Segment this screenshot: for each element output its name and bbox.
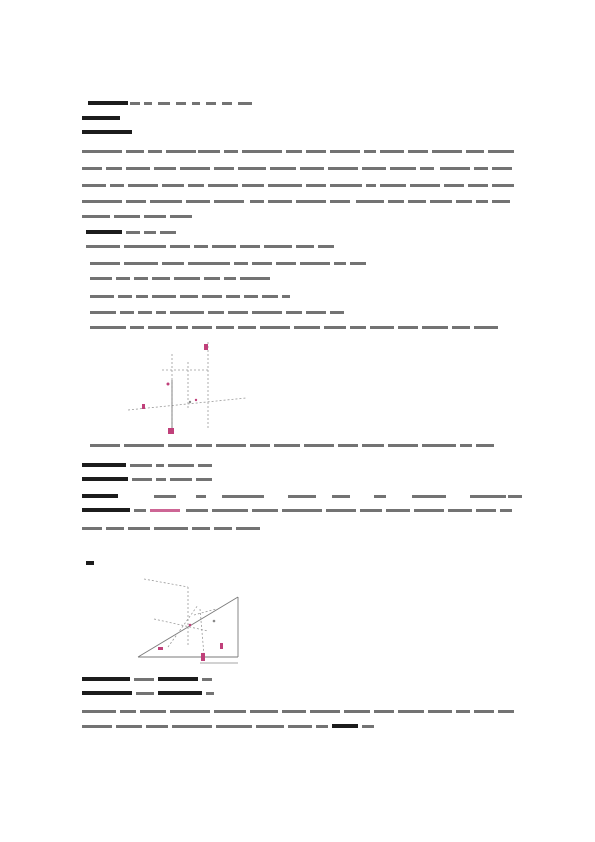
- text-word: [334, 262, 346, 265]
- text-word: [168, 444, 192, 447]
- text-word: [82, 130, 132, 134]
- text-word: [380, 184, 406, 187]
- text-word: [460, 444, 472, 447]
- text-word: [82, 463, 126, 467]
- text-word: [82, 116, 120, 120]
- text-word: [370, 326, 394, 329]
- text-word: [154, 527, 188, 530]
- text-word: [144, 102, 152, 105]
- text-word: [154, 167, 176, 170]
- text-word: [192, 527, 210, 530]
- text-word: [324, 326, 346, 329]
- text-word: [148, 150, 162, 153]
- text-word: [124, 245, 166, 248]
- text-word: [326, 509, 356, 512]
- text-word: [428, 710, 452, 713]
- text-word: [146, 725, 168, 728]
- text-word: [166, 150, 196, 153]
- text-word: [288, 725, 312, 728]
- text-word: [82, 494, 118, 498]
- text-word: [256, 725, 284, 728]
- text-word: [128, 184, 158, 187]
- text-line: [0, 215, 595, 219]
- text-line: [0, 117, 595, 121]
- text-line: [0, 311, 595, 315]
- text-word: [380, 150, 404, 153]
- text-word: [136, 295, 148, 298]
- text-word: [156, 478, 166, 481]
- text-word: [388, 200, 404, 203]
- text-line: [0, 231, 595, 235]
- text-word: [444, 184, 464, 187]
- text-line: [0, 277, 595, 281]
- text-word: [466, 150, 484, 153]
- text-word: [332, 724, 358, 728]
- text-word: [452, 326, 470, 329]
- text-word: [238, 326, 256, 329]
- text-word: [318, 245, 334, 248]
- text-line: [0, 692, 595, 696]
- text-word: [238, 167, 266, 170]
- text-line: [0, 509, 595, 513]
- text-word: [228, 311, 248, 314]
- text-word: [212, 509, 248, 512]
- text-word: [192, 326, 212, 329]
- figure-2-svg: [138, 575, 248, 670]
- text-word: [82, 150, 122, 153]
- text-word: [332, 495, 350, 498]
- text-word: [234, 262, 248, 265]
- text-word: [214, 710, 246, 713]
- text-word: [150, 509, 180, 512]
- text-word: [356, 200, 384, 203]
- text-word: [360, 509, 382, 512]
- text-line: [0, 200, 595, 204]
- text-word: [82, 200, 122, 203]
- text-word: [86, 230, 122, 234]
- text-line: [0, 102, 595, 106]
- text-word: [398, 710, 424, 713]
- text-word: [132, 478, 152, 481]
- text-word: [194, 245, 208, 248]
- text-word: [498, 710, 514, 713]
- text-line: [0, 725, 595, 729]
- text-word: [86, 561, 94, 565]
- text-word: [300, 167, 324, 170]
- text-word: [250, 200, 264, 203]
- text-word: [128, 527, 150, 530]
- text-word: [216, 444, 246, 447]
- text-word: [130, 102, 140, 105]
- text-word: [198, 150, 220, 153]
- text-word: [196, 495, 206, 498]
- text-word: [294, 326, 320, 329]
- text-line: [0, 245, 595, 249]
- text-word: [316, 725, 328, 728]
- text-word: [212, 245, 236, 248]
- text-line: [0, 710, 595, 714]
- text-word: [176, 326, 188, 329]
- text-word: [252, 311, 282, 314]
- text-word: [492, 167, 512, 170]
- text-word: [110, 184, 124, 187]
- text-word: [242, 150, 282, 153]
- text-word: [276, 262, 296, 265]
- text-word: [206, 692, 214, 695]
- text-word: [116, 725, 142, 728]
- text-line: [0, 131, 595, 135]
- text-word: [448, 509, 472, 512]
- text-word: [208, 311, 224, 314]
- text-word: [432, 150, 462, 153]
- text-word: [366, 184, 376, 187]
- text-word: [422, 326, 448, 329]
- text-word: [140, 710, 166, 713]
- text-word: [214, 200, 244, 203]
- text-word: [328, 167, 358, 170]
- text-word: [330, 184, 362, 187]
- text-word: [82, 527, 102, 530]
- text-word: [172, 725, 212, 728]
- text-word: [386, 509, 410, 512]
- text-word: [176, 102, 186, 105]
- text-word: [350, 262, 366, 265]
- text-word: [362, 444, 384, 447]
- text-word: [282, 295, 290, 298]
- text-word: [188, 262, 230, 265]
- text-word: [144, 215, 166, 218]
- text-word: [216, 326, 234, 329]
- text-word: [156, 464, 164, 467]
- text-word: [300, 262, 330, 265]
- text-word: [82, 167, 102, 170]
- text-word: [118, 295, 132, 298]
- figure-1-diagram: [128, 340, 248, 440]
- text-word: [144, 231, 156, 234]
- text-word: [186, 509, 208, 512]
- text-word: [130, 326, 144, 329]
- text-word: [430, 200, 452, 203]
- text-word: [214, 167, 234, 170]
- text-word: [274, 444, 300, 447]
- text-word: [374, 495, 386, 498]
- text-word: [222, 495, 264, 498]
- text-word: [134, 277, 148, 280]
- text-line: [0, 262, 595, 266]
- text-word: [222, 102, 232, 105]
- text-word: [474, 167, 488, 170]
- text-word: [170, 311, 204, 314]
- text-word: [82, 677, 130, 681]
- text-word: [156, 311, 166, 314]
- text-word: [106, 167, 122, 170]
- text-word: [364, 150, 376, 153]
- text-word: [252, 509, 278, 512]
- text-word: [398, 326, 418, 329]
- text-word: [242, 184, 264, 187]
- text-word: [476, 509, 496, 512]
- text-word: [350, 326, 366, 329]
- figure-2-diagram: [138, 575, 248, 670]
- text-word: [170, 710, 210, 713]
- text-word: [90, 444, 120, 447]
- text-word: [160, 231, 176, 234]
- text-word: [162, 262, 184, 265]
- text-word: [408, 150, 428, 153]
- text-word: [82, 477, 128, 481]
- text-word: [508, 495, 522, 498]
- text-word: [362, 167, 386, 170]
- text-word: [414, 509, 444, 512]
- text-word: [216, 725, 252, 728]
- text-word: [374, 710, 394, 713]
- text-word: [440, 167, 470, 170]
- text-word: [158, 691, 202, 695]
- text-word: [238, 102, 252, 105]
- text-word: [174, 277, 200, 280]
- text-word: [500, 509, 512, 512]
- text-word: [282, 509, 322, 512]
- text-word: [154, 495, 176, 498]
- text-line: [0, 150, 595, 154]
- text-word: [224, 277, 236, 280]
- text-word: [286, 311, 302, 314]
- text-word: [338, 444, 358, 447]
- text-word: [306, 150, 326, 153]
- text-word: [470, 495, 506, 498]
- text-word: [226, 295, 240, 298]
- text-word: [476, 200, 488, 203]
- text-word: [82, 508, 130, 512]
- text-word: [422, 444, 456, 447]
- text-word: [124, 444, 164, 447]
- text-word: [250, 444, 270, 447]
- text-word: [204, 277, 220, 280]
- text-word: [170, 215, 192, 218]
- text-word: [224, 150, 238, 153]
- text-word: [196, 478, 212, 481]
- text-word: [236, 527, 260, 530]
- text-word: [158, 102, 170, 105]
- text-word: [90, 262, 120, 265]
- text-line: [0, 326, 595, 330]
- text-word: [344, 710, 370, 713]
- text-word: [310, 710, 340, 713]
- text-word: [126, 231, 140, 234]
- text-word: [306, 184, 326, 187]
- text-word: [282, 710, 306, 713]
- text-word: [116, 277, 130, 280]
- text-word: [330, 200, 350, 203]
- text-word: [296, 245, 314, 248]
- text-word: [180, 295, 198, 298]
- text-word: [286, 150, 302, 153]
- text-word: [474, 326, 498, 329]
- text-word: [198, 464, 212, 467]
- text-word: [138, 311, 152, 314]
- text-word: [86, 245, 120, 248]
- text-word: [134, 509, 146, 512]
- text-word: [456, 710, 470, 713]
- text-word: [304, 444, 334, 447]
- text-word: [126, 200, 146, 203]
- text-word: [114, 215, 140, 218]
- text-word: [82, 710, 116, 713]
- text-word: [244, 295, 258, 298]
- text-word: [170, 478, 192, 481]
- text-word: [82, 691, 132, 695]
- text-word: [268, 200, 292, 203]
- text-word: [252, 262, 272, 265]
- text-word: [170, 245, 190, 248]
- text-word: [82, 184, 106, 187]
- text-word: [90, 295, 114, 298]
- text-word: [362, 725, 374, 728]
- text-word: [88, 101, 128, 105]
- text-word: [90, 326, 126, 329]
- text-word: [82, 215, 110, 218]
- text-word: [150, 200, 182, 203]
- text-word: [124, 262, 158, 265]
- text-word: [420, 167, 434, 170]
- text-word: [202, 295, 222, 298]
- text-word: [126, 167, 150, 170]
- text-word: [408, 200, 426, 203]
- text-word: [250, 710, 278, 713]
- text-word: [492, 184, 514, 187]
- text-word: [330, 150, 360, 153]
- text-word: [288, 495, 316, 498]
- text-word: [136, 692, 154, 695]
- text-word: [492, 200, 510, 203]
- text-line: [0, 464, 595, 468]
- text-word: [162, 184, 184, 187]
- text-line: [0, 444, 595, 448]
- text-word: [208, 184, 238, 187]
- text-word: [262, 295, 278, 298]
- text-word: [152, 295, 176, 298]
- text-word: [268, 184, 302, 187]
- text-word: [260, 326, 290, 329]
- text-word: [412, 495, 446, 498]
- text-line: [0, 527, 595, 531]
- text-word: [206, 102, 216, 105]
- text-word: [192, 102, 200, 105]
- text-word: [126, 150, 144, 153]
- text-word: [148, 326, 172, 329]
- text-word: [186, 200, 210, 203]
- text-line: [0, 678, 595, 682]
- text-word: [196, 444, 212, 447]
- text-word: [202, 678, 212, 681]
- text-word: [240, 245, 260, 248]
- text-word: [296, 200, 326, 203]
- text-word: [188, 184, 204, 187]
- text-word: [214, 527, 232, 530]
- text-word: [120, 710, 136, 713]
- text-word: [488, 150, 514, 153]
- text-word: [306, 311, 326, 314]
- text-line: [0, 495, 595, 499]
- text-line: [0, 184, 595, 188]
- text-line: [0, 478, 595, 482]
- figure-1-svg: [128, 340, 248, 440]
- text-word: [130, 464, 152, 467]
- text-word: [270, 167, 296, 170]
- text-word: [180, 167, 210, 170]
- text-word: [388, 444, 418, 447]
- text-word: [240, 277, 270, 280]
- text-word: [90, 277, 112, 280]
- text-word: [158, 677, 198, 681]
- text-word: [468, 184, 488, 187]
- text-word: [456, 200, 472, 203]
- text-word: [106, 527, 124, 530]
- text-line: [0, 562, 595, 566]
- text-word: [410, 184, 440, 187]
- text-word: [152, 277, 170, 280]
- text-word: [476, 444, 494, 447]
- text-line: [0, 167, 595, 171]
- text-word: [82, 725, 112, 728]
- text-word: [90, 311, 116, 314]
- text-word: [264, 245, 292, 248]
- text-word: [134, 678, 154, 681]
- text-word: [168, 464, 194, 467]
- text-word: [120, 311, 134, 314]
- text-word: [330, 311, 344, 314]
- text-word: [390, 167, 416, 170]
- text-word: [474, 710, 494, 713]
- text-line: [0, 295, 595, 299]
